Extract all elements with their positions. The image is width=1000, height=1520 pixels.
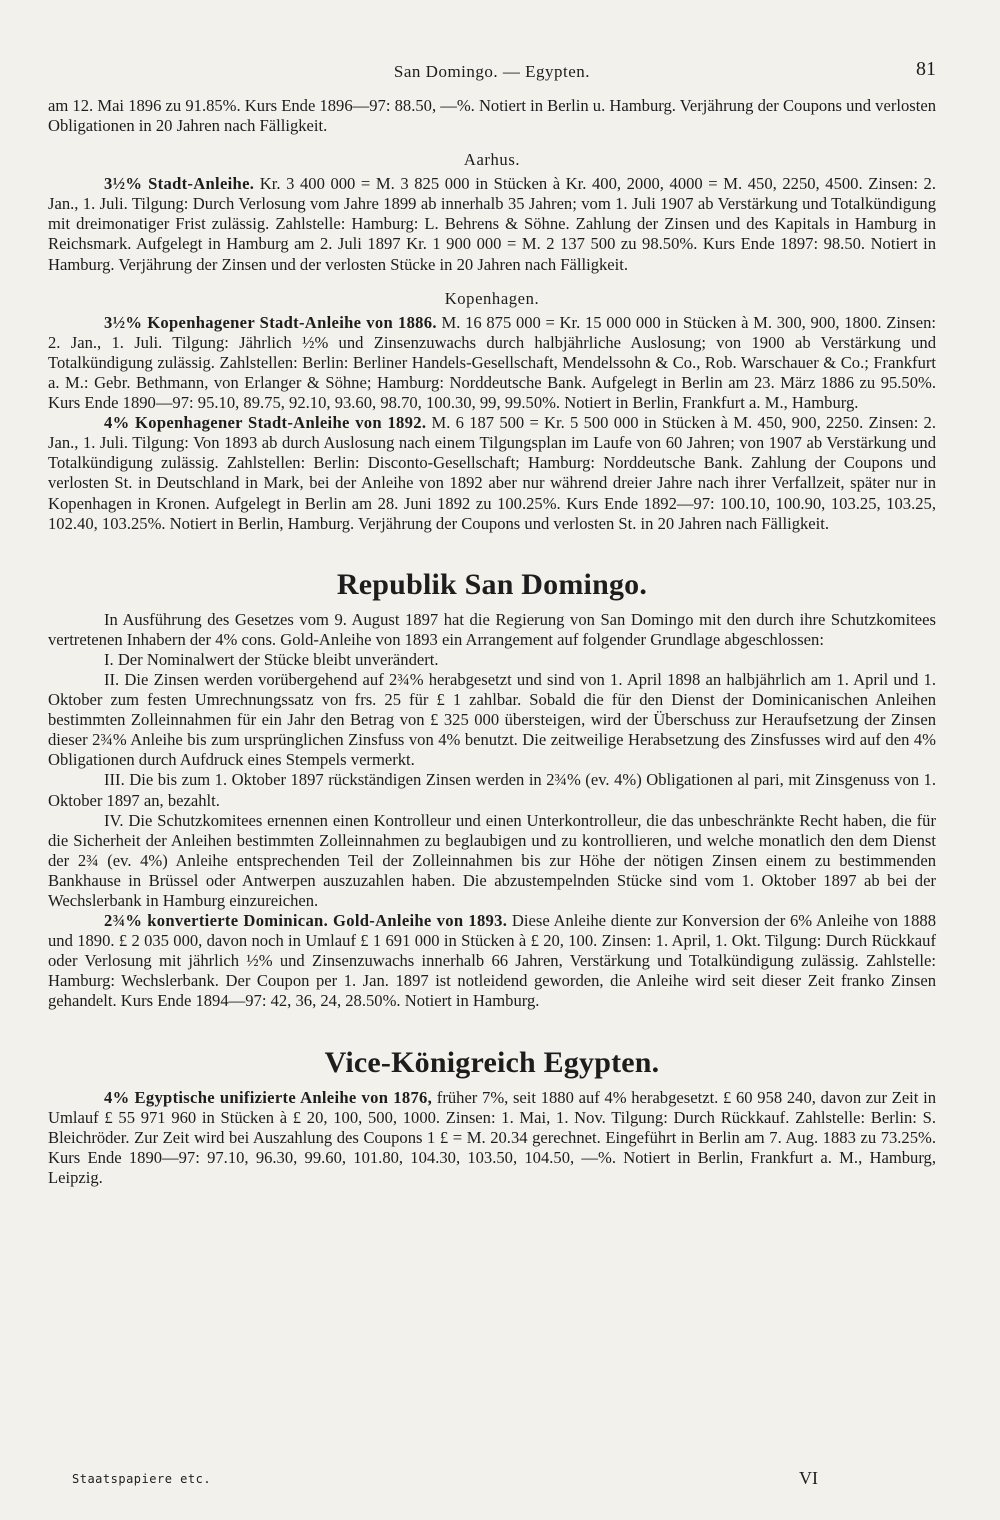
section-title-egypten: Vice-Königreich Egypten. xyxy=(324,1045,660,1079)
footer-signature: Staatspapiere etc. xyxy=(72,1472,212,1486)
kopenhagen-loan-1886 xyxy=(48,313,936,413)
running-title: San Domingo. — Egypten. xyxy=(393,62,591,81)
san-domingo-gold-loan xyxy=(48,911,936,1011)
kopenhagen-1886-text: M. 16 875 000 = Kr. 15 000 000 in Stücken à M. 300, 900, 1800. Zinsen: 2. Jan., 1. Juli. Tilgung: Jährlich ½% und Zinsenzuwachs durch halbjährliche Auslosung; von 1900 ab Verstärkung und Totalkündigung zulässig. Zahlstellen: Berlin: Berliner Handels-Gesellschaft, Mendelssohn & Co., Rob. Warschauer & Co.; Frankfurt a. M.: Gebr. Bethmann, von Erlanger & Söhne; Hamburg: Norddeutsche Bank. Aufgelegt in Berlin am 23. März 1886 zu 95.50%. Kurs Ende 1890—97: 95.10, 89.75, 92.10, 93.60, 98.70, 100.30, 99, 99.50%. Notiert in Berlin, Frankfurt a. M., Hamburg. xyxy=(48,312,936,413)
heading-kopenhagen: Kopenhagen. xyxy=(444,288,540,308)
egypten-loan-text: früher 7%, seit 1880 auf 4% herabgesetzt. £ 60 958 240, davon zur Zeit in Umlauf £ 55 971 960 in Stücken à £ 20, 100, 500, 1000. Zinsen: 1. Mai, 1. Nov. Tilgung: Durch Rückkauf. Zahlstelle: Berlin: S. Bleichröder. Zur Zeit wird bei Auszahlung des Coupons 1 £ = M. 20.34 gerechnet. Eingeführt in Berlin am 7. Aug. 1883 zu 73.25%. Kurs Ende 1890—97: 97.10, 96.30, 99.60, 101.80, 104.30, 103.50, 104.50, —%. Notiert in Berlin, Frankfurt a. M., Hamburg, Leipzig. xyxy=(48,1087,936,1187)
document-page xyxy=(48,56,936,1496)
san-domingo-item-2: II. Die Zinsen werden vorübergehend auf 2¾% herabgesetzt und sind von 1. April 1898 an halbjährlich am 1. April und 1. Oktober zum festen Umrechnungssatz von frs. 25 für £ 1 zahlbar. Sobald die für den Dienst der Dominicanischen Anleihen bestimmten Zolleinnahmen für ein Jahr den Betrag von £ 325 000 übersteigen, wird der Überschuss zur Heraufsetzung der Zinsen dieser 2¾% Anleihe bis zum ursprünglichen Zinsfuss von 4% benutzt. Die zeitweilige Herabsetzung des Zinsfusses wird auf den 4% Obligationen durch Aufdruck eines Stempels vermerkt. xyxy=(48,669,936,770)
kopenhagen-1892-title: 4% Kopenhagener Stadt-Anleihe von 1892. xyxy=(104,413,427,433)
san-domingo-intro: In Ausführung des Gesetzes vom 9. August 1897 hat die Regierung von San Domingo mit den durch ihre Schutzkomitees vertretenen Inhabern der 4% cons. Gold-Anleihe von 1893 ein Arrangement auf folgender Grundlage abgeschlossen: xyxy=(48,609,936,649)
running-header xyxy=(48,56,936,96)
san-domingo-item-4: IV. Die Schutzkomitees ernennen einen Kontrolleur und einen Unterkontrolleur, die das unbeschränkte Recht haben, die für die Sicherheit der Anleihen bestimmten Zolleinnahmen zu beglaubigen und zu kontrollieren, und welche monatlich den dem Dienst der 2¾ (ev. 4%) Anleihe entsprechenden Teil der Zolleinnahmen bis zur Höhe der nötigen Zinsen einem zu bestimmenden Bankhause in Brüssel oder Antwerpen auszuzahlen haben. Die abzustempelnden Stücke sind vom 1. Oktober 1897 ab bei der Wechslerbank in Hamburg einzureichen. xyxy=(48,810,936,910)
page-footer xyxy=(48,1468,936,1492)
aarhus-loan-text: Kr. 3 400 000 = M. 3 825 000 in Stücken à Kr. 400, 2000, 4000 = M. 450, 2250, 4500. Zinsen: 2. Jan., 1. Juli. Tilgung: Durch Verlosung vom Jahre 1899 ab innerhalb 35 Jahren; vom 1. Juli 1907 ab Verstärkung und Totalkündigung mit dreimonatiger Frist zulässig. Zahlstelle: Hamburg: L. Behrens & Söhne. Zahlung der Zinsen und des Kapitals in Hamburg in Reichsmark. Aufgelegt in Hamburg am 2. Juli 1897 Kr. 1 900 000 = M. 2 137 500 zu 98.50%. Kurs Ende 1897: 98.50. Notiert in Hamburg. Verjährung der Zinsen und der verlosten Stücke in 20 Jahren nach Fälligkeit. xyxy=(48,174,936,274)
egypten-loan-paragraph xyxy=(48,1088,936,1188)
aarhus-loan-paragraph xyxy=(48,174,936,274)
heading-aarhus: Aarhus. xyxy=(463,150,521,170)
kopenhagen-1886-title: 3½% Kopenhagener Stadt-Anleihe von 1886. xyxy=(104,312,437,332)
san-domingo-gold-loan-text: Diese Anleihe diente zur Konversion der 6% Anleihe von 1888 und 1890. £ 2 035 000, davon noch in Umlauf £ 1 691 000 in Stücken à £ 20, 100. Zinsen: 1. April, 1. Okt. Tilgung: Durch Rückkauf oder Verlosung mit jährlich ½% und Zinsenzuwachs innerhalb 66 Jahren, Verstärkung und Totalkündigung zulässig. Zahlstelle: Hamburg: Wechslerbank. Der Coupon per 1. Jan. 1897 ist notleidend geworden, die Anleihe wird seit dieser Zeit franko Zinsen gehandelt. Kurs Ende 1894—97: 42, 36, 24, 28.50%. Notiert in Hamburg. xyxy=(48,911,936,1011)
page-number: 81 xyxy=(916,58,936,80)
kopenhagen-loan-1892 xyxy=(48,413,936,534)
san-domingo-item-3: III. Die bis zum 1. Oktober 1897 rückständigen Zinsen werden in 2¾% (ev. 4%) Obligationen al pari, mit Zinsgenuss von 1. Oktober 1897 an, bezahlt. xyxy=(48,770,936,810)
intro-paragraph: am 12. Mai 1896 zu 91.85%. Kurs Ende 1896—97: 88.50, —%. Notiert in Berlin u. Hamburg. Verjährung der Coupons und verlosten Obligationen in 20 Jahren nach Fälligkeit. xyxy=(48,96,936,136)
san-domingo-item-1: I. Der Nominalwert der Stücke bleibt unverändert. xyxy=(104,649,439,669)
san-domingo-gold-loan-title: 2¾% konvertierte Dominican. Gold-Anleihe von 1893. xyxy=(104,911,508,931)
aarhus-loan-title: 3½% Stadt-Anleihe. xyxy=(104,174,255,194)
egypten-loan-title: 4% Egyptische unifizierte Anleihe von 1876, xyxy=(104,1087,433,1107)
footer-sheet-number: VI xyxy=(799,1468,818,1488)
kopenhagen-1892-text: M. 6 187 500 = Kr. 5 500 000 in Stücken à M. 450, 900, 2250. Zinsen: 2. Jan., 1. Juli. Tilgung: Von 1893 ab durch Auslosung nach einem Tilgungsplan im Laufe von 60 Jahren; von 1907 ab Verstärkung und Totalkündigung zulässig. Zahlstellen: Berlin: Disconto-Gesellschaft; Hamburg: Norddeutsche Bank. Zahlung der Coupons und verlosten St. in Deutschland in Mark, bei der Anleihe von 1892 aber nur während dreier Jahre nach ihrer Verfallzeit, später nur in Kopenhagen in Kronen. Aufgelegt in Berlin am 28. Juni 1892 zu 100.25%. Kurs Ende 1892—97: 100.10, 100.90, 103.25, 103.25, 102.40, 103.25%. Notiert in Berlin, Hamburg. Verjährung der Coupons und verlosten St. in 20 Jahren nach Fälligkeit. xyxy=(48,413,936,533)
section-title-san-domingo: Republik San Domingo. xyxy=(336,567,648,601)
